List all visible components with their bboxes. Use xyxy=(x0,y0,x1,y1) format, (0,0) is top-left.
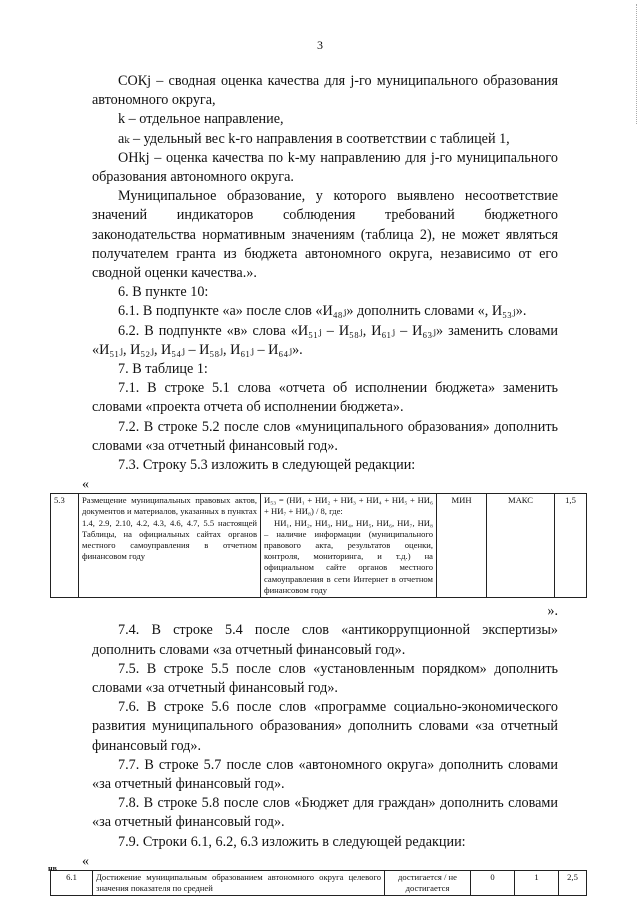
paragraph: 7.5. В строке 5.5 после слов «установленным порядком» дополнить словами «за отчетный финансовый год». xyxy=(92,660,558,696)
paragraph: 7.3. Строку 5.3 изложить в следующей редакции: xyxy=(118,457,416,474)
paragraph: ОНkj – оценка качества по k-му направлению для j-го муниципального образования автономного округа. xyxy=(92,149,558,186)
quote-open: « xyxy=(82,853,89,869)
row-value-min: 0 xyxy=(471,870,515,895)
row-number: 5.3 xyxy=(51,494,79,598)
quote-open: « xyxy=(82,477,89,493)
paragraph: 7.6. В строке 5.6 после слов «программе социально-экономического развития муниципального образования» дополнить словами «за отчетный финансовый год». xyxy=(92,699,558,754)
table-row-6-1 xyxy=(50,870,587,896)
table-row-5-3 xyxy=(50,493,587,598)
row-formula-description: НИ₁, НИ₂, НИ₃, НИ₄, НИ₅, НИ₆, НИ₇, НИ₈ – наличие информации (муниципального правового акта, результатов оценки, контроля, мониторинга, и т.д.) на официальном сайте органов местного самоуправления в сети Интернет в отчетном финансовом году xyxy=(264,517,433,595)
page-number: 3 xyxy=(317,38,323,52)
paragraph: 6. В пункте 10: xyxy=(118,284,209,301)
quote-close: ». xyxy=(547,603,558,620)
paragraph: 7. В таблице 1: xyxy=(118,361,208,378)
paragraph: СОКj – сводная оценка качества для j-го муниципального образования автономного округа, xyxy=(92,73,558,109)
paragraph: 7.1. В строке 5.1 слова «отчета об исполнении бюджета» заменить словами «проекта отчета об исполнении бюджета». xyxy=(92,380,558,416)
paragraph: k – отдельное направление, xyxy=(118,111,284,128)
document-body xyxy=(54,72,578,896)
row-value-max: 1 xyxy=(515,870,559,895)
row-max: МАКС xyxy=(487,494,555,598)
row-number: 6.1 xyxy=(51,870,93,895)
paragraph: 7.7. В строке 5.7 после слов «автономного округа» дополнить словами «за отчетный финансовый год». xyxy=(92,756,558,792)
row-formula: И₅₃ = (НИ₁ + НИ₂ + НИ₃ + НИ₄ + НИ₅ + НИ₆ + НИ₇ + НИ₈) / 8, где: xyxy=(264,495,433,517)
table-row xyxy=(51,870,587,895)
row-status: достигается / не достигается xyxy=(385,870,471,895)
row-description: Достижение муниципальным образованием автономного округа целевого значения показателя по средней xyxy=(93,870,385,895)
paragraph: 7.4. В строке 5.4 после слов «антикоррупционной экспертизы» дополнить словами «за отчетный финансовый год». xyxy=(92,622,558,658)
paragraph: 7.9. Строки 6.1, 6.2, 6.3 изложить в следующей редакции: xyxy=(118,833,466,850)
row-weight: 2,5 xyxy=(559,870,587,895)
paragraph: 7.8. В строке 5.8 после слов «Бюджет для граждан» дополнить словами «за отчетный финансовый год». xyxy=(92,795,558,831)
paragraph: aₖ – удельный вес k-го направления в соответствии с таблицей 1, xyxy=(118,130,510,147)
scan-edge-mark xyxy=(636,4,638,124)
table-row xyxy=(51,494,587,598)
paragraph: Муниципальное образование, у которого выявлено несоответствие значений индикаторов соблюдения требований бюджетного законодательства нормативным значениям (таблица 2), не может являться получателем гранта из бюджета автономного округа, независимо от его сводной оценки качества.». xyxy=(92,188,558,282)
row-min: МИН xyxy=(437,494,487,598)
row-description: Размещение муниципальных правовых актов, документов и материалов, указанных в пунктах 1.4, 2.9, 2.10, 4.2, 4.3, 4.6, 4.7, 5.5 настоящей Таблицы, на официальных сайтах органов местного самоуправления в отчетном финансовом году xyxy=(79,494,261,598)
footer-mark: нв xyxy=(48,864,57,873)
row-weight: 1,5 xyxy=(555,494,587,598)
paragraph: 7.2. В строке 5.2 после слов «муниципального образования» дополнить словами «за отчетный финансовый год». xyxy=(92,418,558,454)
paragraph: 6.1. В подпункте «а» после слов «И₄₈ⱼ» дополнить словами «, И₅₃ⱼ». xyxy=(118,303,527,320)
paragraph: 6.2. В подпункте «в» слова «И₅₁ⱼ – И₅₈ⱼ, И₆₁ⱼ – И₆₃ⱼ» заменить словами «И₅₁ⱼ, И₅₂ⱼ, И₅₄ⱼ – И₅₈ⱼ, И₆₁ⱼ – И₆₄ⱼ». xyxy=(92,322,558,358)
row-formula-cell xyxy=(261,494,437,598)
